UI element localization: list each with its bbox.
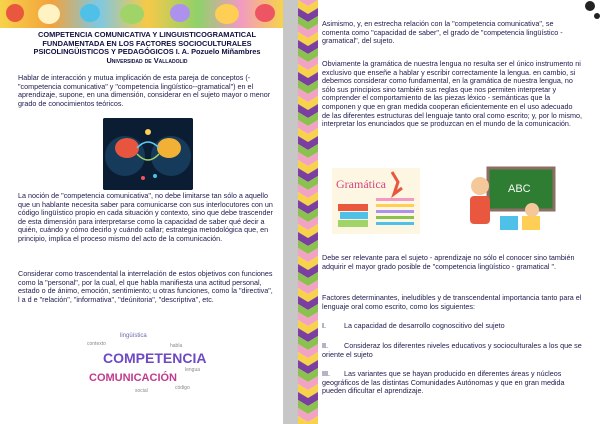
left-paragraph-2: La noción de "competencia comunicativa", no debe limitarse tan sólo a aquello que un hablante necesita saber para comunicarse con sus interlocutores con un código lingüístico propio en cada situación y contexto, sino que debe trascender de esta dimensión para interpretarse como la capacidad de saber qué decir a quién, cuándo y cómo decirlo y cuándo callar; estrategia metodológica que, en principio, implica el proceso mismo del acto de la comunicación.	[18, 191, 273, 243]
right-page	[318, 0, 600, 424]
title-line-3: PSICOLINGÜISTICOS Y PEDAGÓGICOS I. A. Pozuelo Miñambres	[33, 47, 261, 57]
word-cloud-small-2: contexto	[87, 341, 106, 347]
word-cloud-small-3: habla	[170, 343, 183, 349]
word-cloud-small-5: código	[175, 385, 190, 391]
right-paragraph-2: Obviamente la gramática de nuestra lengua no resulta ser el único instrumento ni exclusivo que enseñe a hablar y escribir correctamente la lengua. en cambio, si debemos considerar como fundamental, en la gramática de nuestra lengua, no sólo sus principios sino también sus reglas que nos permiten interpretar y comprender el comportamiento de las piezas léxico - semánticas que la componen y que en gran medida cooperan eficientemente en el uso adecuado de las diferentes estructuras del lenguaje tanto oral como escrito; y, por lo mismo, interpretar los enunciados que se produzcan en el mundo de la comunicación.	[322, 59, 582, 129]
left-paragraph-1: Hablar de interacción y mutua implicación de esta pareja de conceptos (-"competencia comunicativa" y "competencia lingüístico--gramatical") en el aprendizaje, supone, en una dimensión, considerar en el sujeto mayor o menor grado de conocimientos teóricos.	[18, 73, 271, 108]
word-cloud-big-1: COMPETENCIA	[103, 350, 207, 366]
list-item-number: III.	[322, 369, 330, 378]
cartoon-banner	[0, 0, 283, 28]
list-item-number: I.	[322, 321, 326, 330]
word-cloud-small-1: lingüística	[120, 333, 147, 339]
page-gutter	[283, 0, 298, 424]
grammar-label: Gramática	[336, 177, 386, 191]
right-paragraph-3: Debe ser relevante para el sujeto - aprendizaje no sólo el conocer sino también adquirir el mayor grado posible de "competencia lingüístico - gramatical ".	[322, 253, 575, 271]
grammar-books-image	[332, 168, 420, 234]
list-item	[322, 342, 582, 359]
article-title	[18, 31, 276, 66]
list-item-text: Las variantes que se hayan producido en diferentes áreas y núcleos geográficos de las distintas Comunidades Autónomas y que en gran medida pueden dificultar el aprendizaje.	[322, 369, 565, 396]
list-item-text: La capacidad de desarrollo cognoscitivo del sujeto	[344, 321, 505, 330]
chevron-stripe-divider	[298, 0, 318, 424]
brains-communication-image	[103, 118, 193, 190]
title-line-1: COMPETENCIA COMUNICATIVA Y LINGUISTICOGRAMATICAL	[37, 30, 257, 39]
title-line-2: FUNDAMENTADA EN LOS FACTORES SOCIOCULTURALES	[42, 38, 252, 48]
word-cloud-image	[85, 325, 215, 395]
left-paragraph-3: Considerar como trascendental la interrelación de estos objetivos con funciones como la "personal", por la cual, el que habla manifiesta una actitud personal, estado o de ánimo, emoción, sentimiento; u otras funciones, como la "directiva", l a d e "relación", "informativa", "deúnitoria", "descriptiva", etc.	[18, 269, 273, 304]
word-cloud-small-6: social	[135, 388, 148, 394]
university-name: Universidad de Valladolid	[106, 56, 188, 66]
left-page	[0, 0, 283, 424]
classroom-board-image	[460, 166, 560, 238]
word-cloud-big-2: COMUNICACIÓN	[89, 372, 177, 384]
board-label: ABC	[508, 183, 531, 195]
list-item-number: II.	[322, 341, 328, 350]
decorative-swirl-icon	[580, 0, 600, 20]
right-paragraph-1: Asimismo, y, en estrecha relación con la "competencia comunicativa", se comenta como "capacidad de saber", el grado de "competencia lingüístico - gramatical", del sujeto.	[322, 19, 563, 46]
list-item	[322, 370, 582, 396]
right-paragraph-4: Factores determinantes, ineludibles y de transcendental importancia tanto para el lenguaje oral como escrito, como los siguientes:	[322, 293, 582, 311]
word-cloud-small-4: lengua	[185, 367, 201, 373]
list-item-text: Consideraz los diferentes niveles educativos y socioculturales a los que se oriente el sujeto	[322, 341, 582, 359]
list-item	[322, 322, 582, 331]
